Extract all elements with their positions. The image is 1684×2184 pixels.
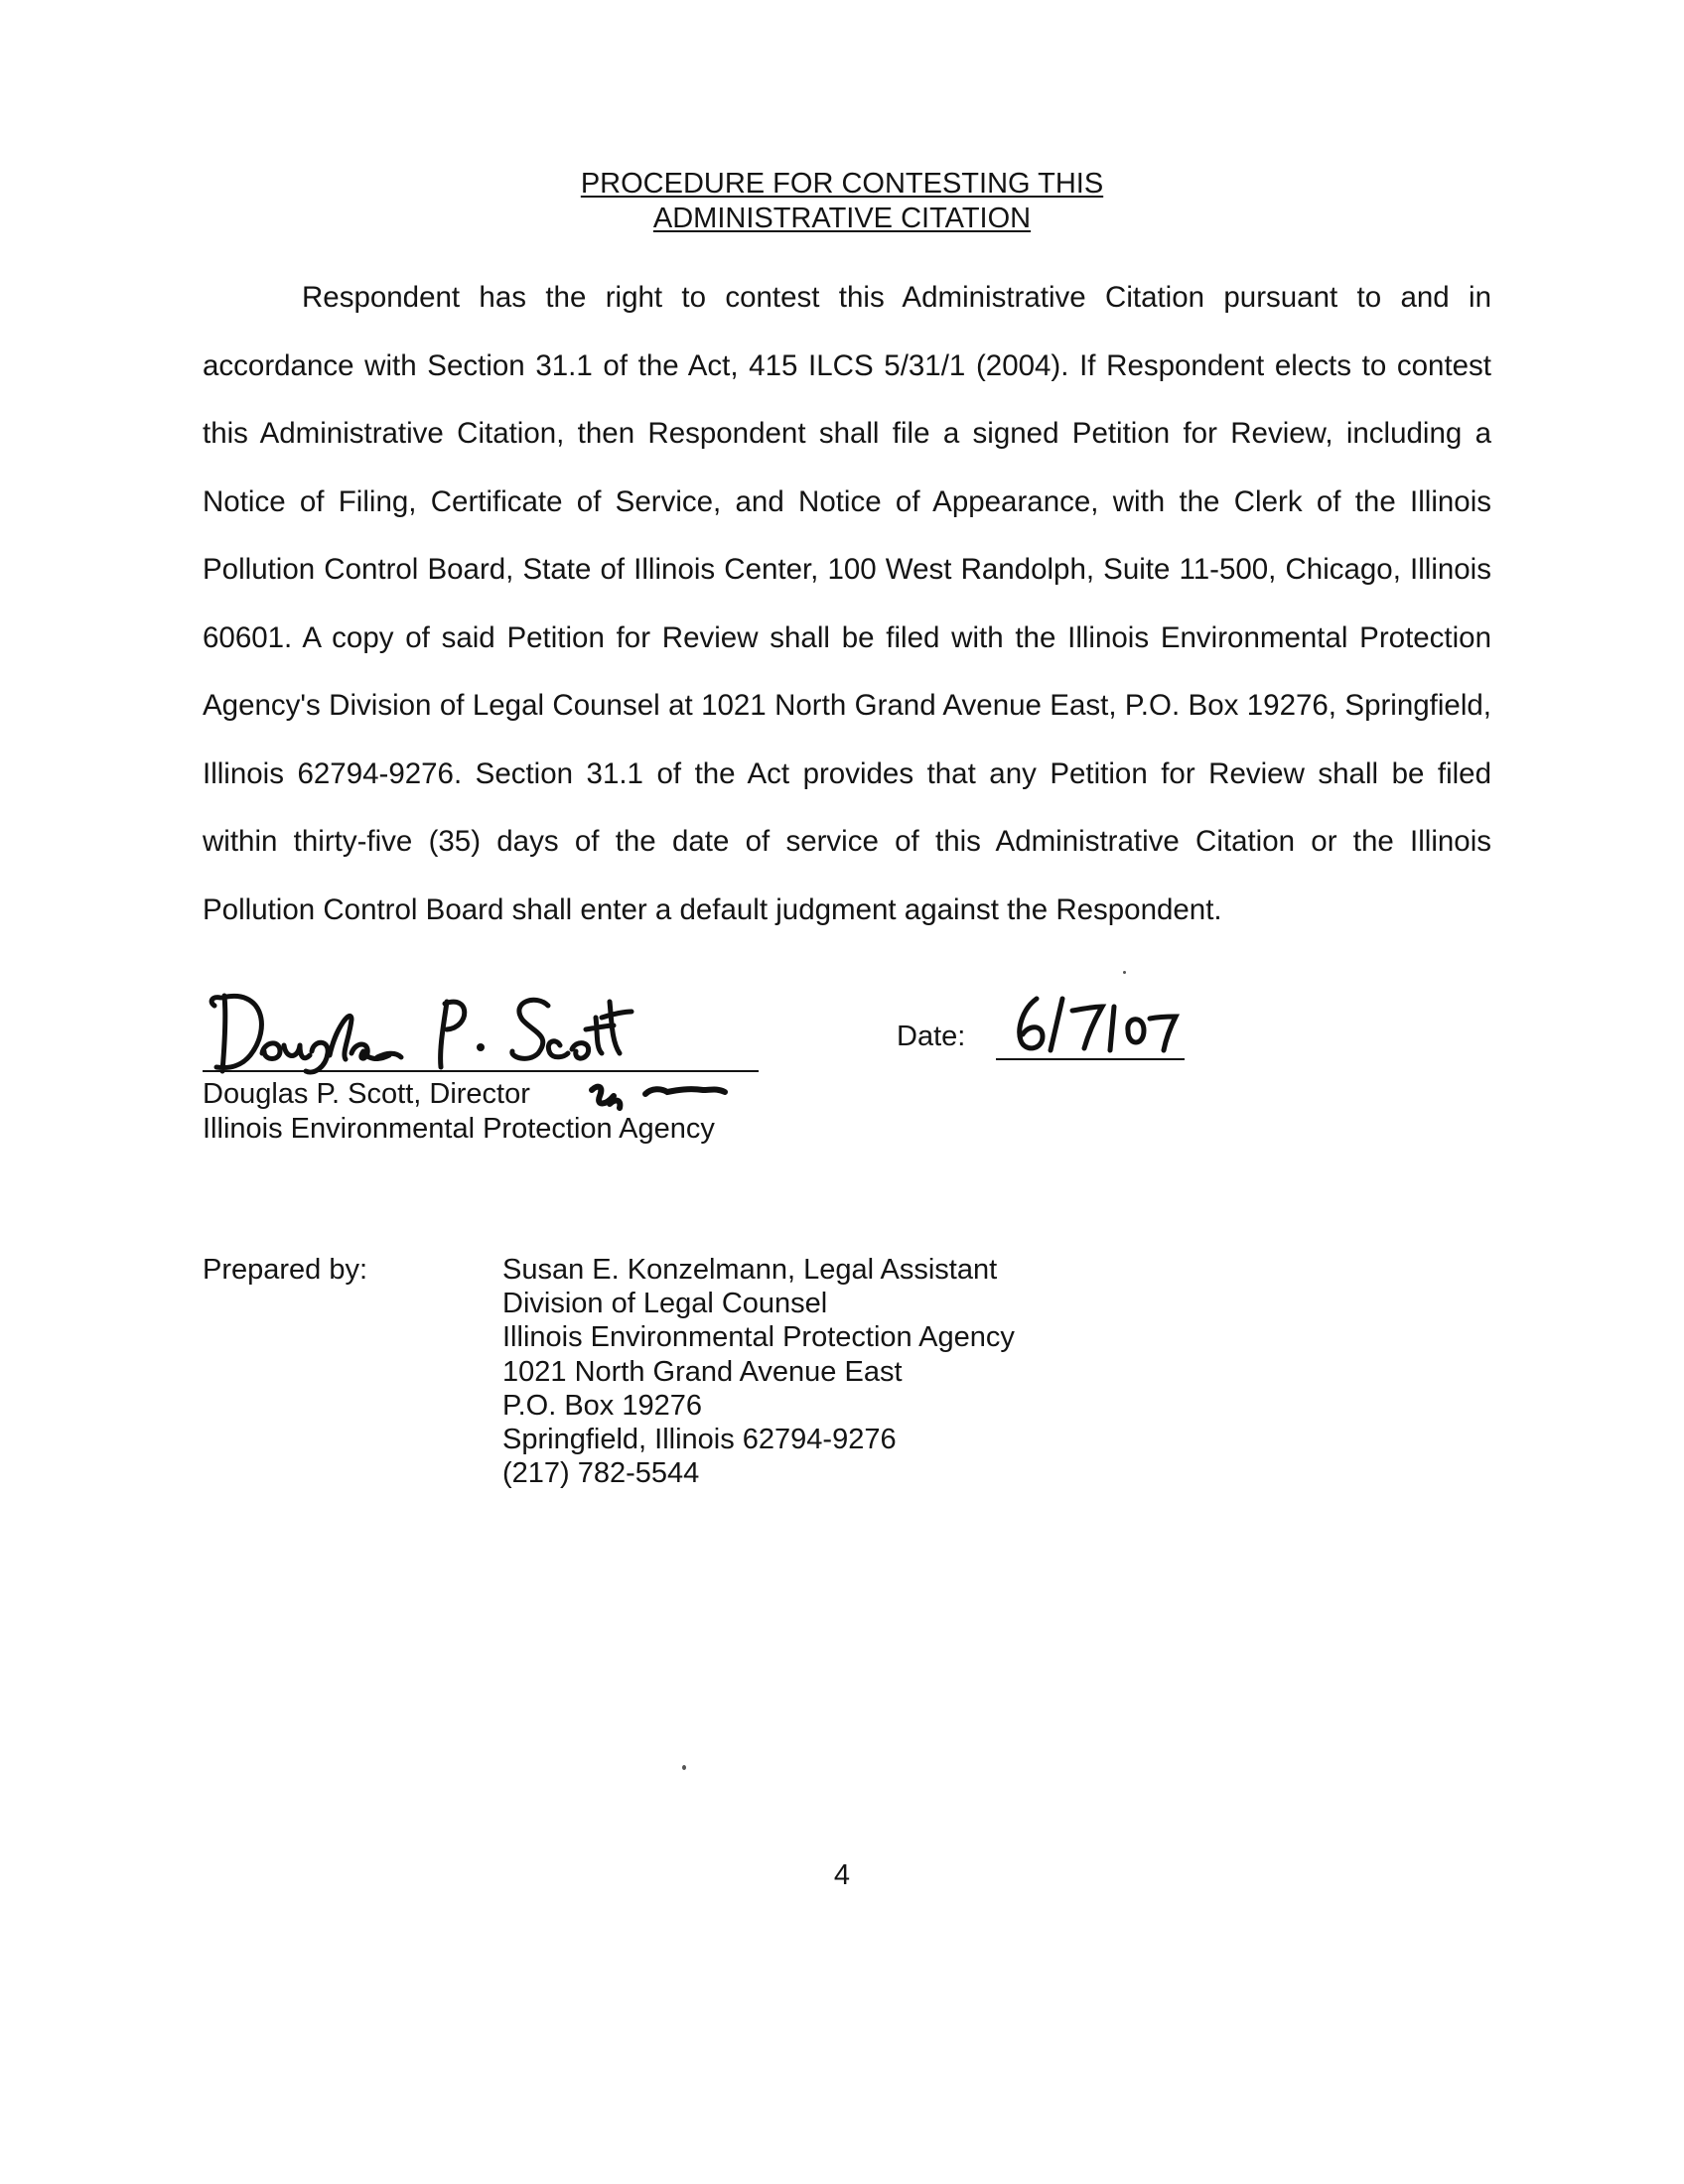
signatory-name-title: Douglas P. Scott, Director [203, 1078, 530, 1110]
preparer-po-box: P.O. Box 19276 [502, 1389, 703, 1422]
signatory-agency: Illinois Environmental Protection Agency [203, 1113, 715, 1145]
preparer-city: Springfield, Illinois 62794-9276 [502, 1424, 897, 1456]
scan-speck [1123, 971, 1126, 974]
preparer-street: 1021 North Grand Avenue East [502, 1355, 903, 1388]
procedure-paragraph: Respondent has the right to contest this Administrative Citation pursuant to and in accordance with Section 31.1 of the Act, 415 ILCS 5/31/1 (2004). If Respondent elects to contest this Administrative Citation, then Respondent shall file a signed Petition for Review, including a Notice of Filing, Certificate of Service, and Notice of Appearance, with the Clerk of the Illinois Pollution Control Board, State of Illinois Center, 100 West Randolph, Suite 11-500, Chicago, Illinois 60601. A copy of said Petition for Review shall be filed with the Illinois Environmental Protection Agency's Division of Legal Counsel at 1021 North Grand Avenue East, P.O. Box 19276, Springfield, Illinois 62794-9276. Section 31.1 of the Act provides that any Petition for Review shall be filed within thirty-five (35) days of the date of service of this Administrative Citation or the Illinois Pollution Control Board shall enter a default judgment against the Respondent. [203, 281, 1491, 926]
heading-line-1: PROCEDURE FOR CONTESTING THIS [580, 168, 1104, 200]
preparer-phone: (217) 782-5544 [502, 1457, 700, 1490]
document-heading [0, 167, 1684, 236]
preparer-division: Division of Legal Counsel [502, 1288, 828, 1320]
preparer-name: Susan E. Konzelmann, Legal Assistant [502, 1254, 998, 1286]
page-number: 4 [833, 1859, 851, 1891]
prepared-by-address [502, 1253, 1015, 1490]
initials-mark [586, 1076, 745, 1116]
date-underline [996, 1058, 1185, 1060]
prepared-by-label: Prepared by: [203, 1254, 368, 1286]
handwritten-date [1011, 991, 1180, 1056]
scan-speck [682, 1765, 686, 1770]
heading-line-2: ADMINISTRATIVE CITATION [652, 203, 1032, 234]
date-label: Date: [897, 1021, 966, 1052]
handwritten-signature [203, 968, 759, 1077]
preparer-agency: Illinois Environmental Protection Agency [502, 1321, 1015, 1354]
